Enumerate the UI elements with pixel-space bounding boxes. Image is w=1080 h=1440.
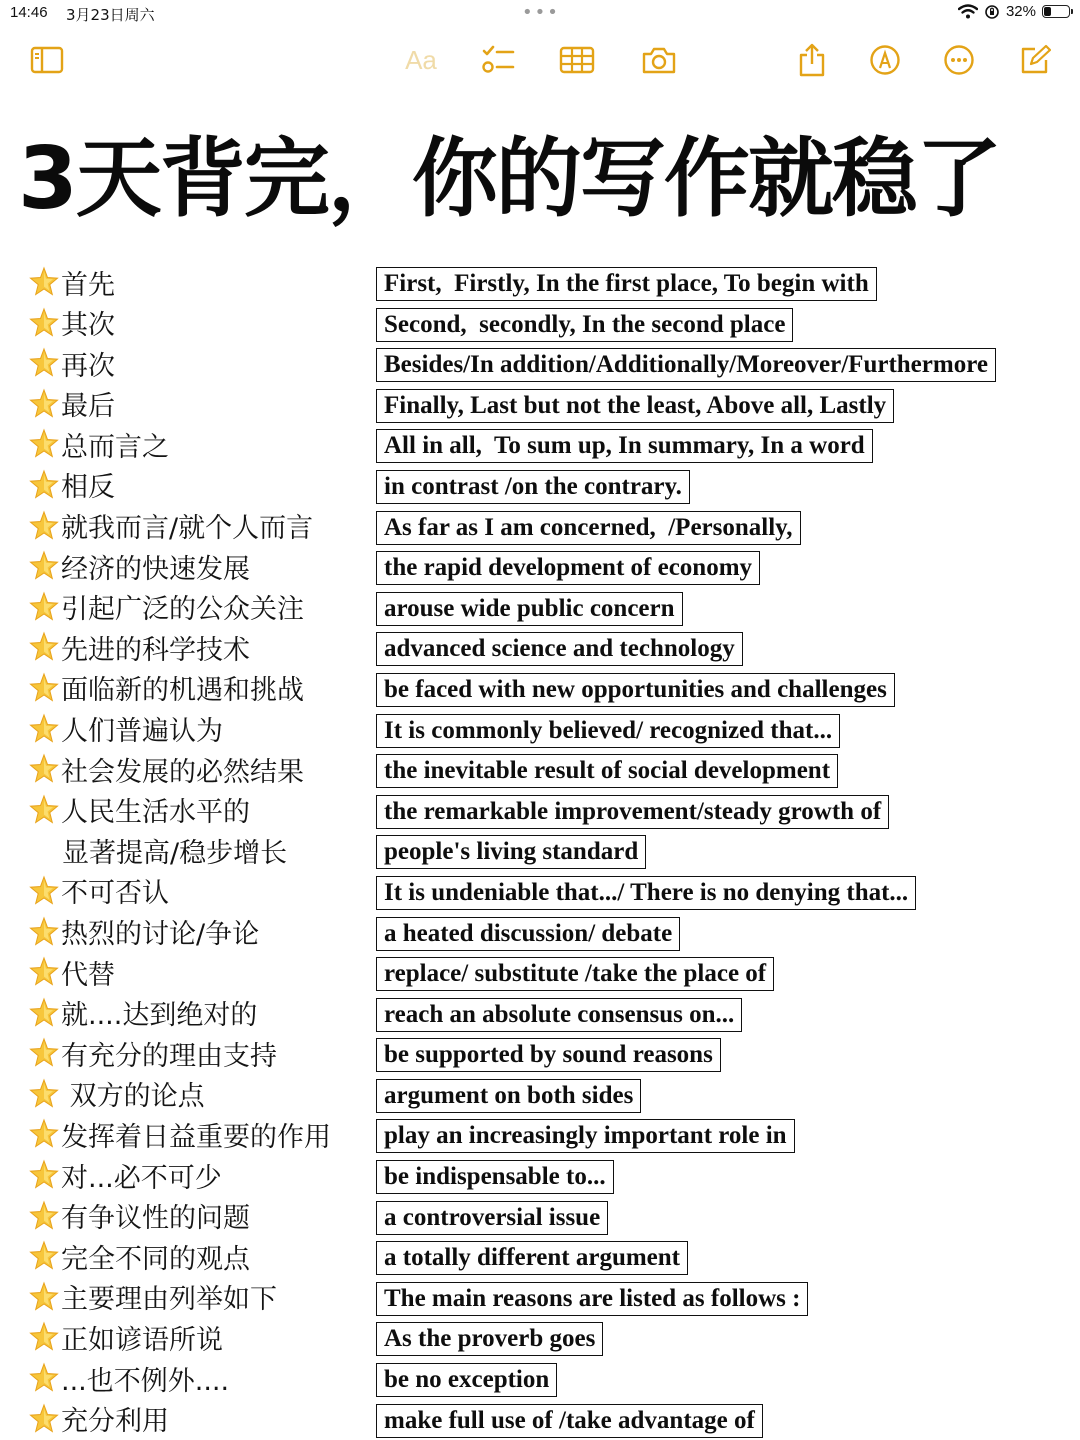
english-phrase-box: As far as I am concerned, /Personally,: [376, 511, 801, 545]
list-item: [0, 262, 1080, 303]
star-icon: [28, 1362, 60, 1394]
english-phrase-box: As the proverb goes: [376, 1322, 603, 1356]
chinese-phrase-text: 其次: [61, 310, 115, 342]
list-item: [0, 343, 1080, 384]
star-icon: [28, 1281, 60, 1313]
list-item: [0, 871, 1080, 912]
star-icon: [28, 1321, 60, 1353]
list-item: [0, 1399, 1080, 1440]
chinese-phrase-text: 不可否认: [61, 878, 169, 910]
list-item: [0, 627, 1080, 668]
list-item: [0, 424, 1080, 465]
status-time: 14:46: [10, 4, 48, 21]
chinese-phrase-text: ...也不例外....: [61, 1365, 230, 1397]
list-item: [0, 1114, 1080, 1155]
chinese-phrase: [28, 303, 115, 343]
chinese-phrase-text: 双方的论点: [61, 1081, 205, 1113]
english-phrase-box: be no exception: [376, 1363, 557, 1397]
chinese-phrase-text: 主要理由列举如下: [61, 1284, 277, 1316]
chinese-phrase: [28, 1196, 250, 1236]
chinese-phrase-text: 完全不同的观点: [61, 1243, 250, 1275]
star-icon: [28, 1240, 60, 1272]
chinese-phrase-text: 再次: [61, 350, 115, 382]
chinese-phrase-text: 显著提高/稳步增长: [62, 837, 288, 869]
orientation-lock-icon: [984, 4, 1000, 20]
status-right: [958, 3, 1070, 20]
chinese-phrase: [28, 668, 304, 708]
chinese-phrase: [28, 424, 169, 464]
star-icon: [28, 1403, 60, 1435]
battery-icon: [1042, 5, 1070, 18]
chinese-phrase: [28, 993, 257, 1033]
chinese-phrase-text: 就我而言/就个人而言: [61, 513, 314, 545]
status-date: 3月23日周六: [66, 6, 155, 24]
more-icon[interactable]: [942, 40, 976, 80]
list-item: [0, 303, 1080, 344]
chinese-phrase-text: 对...必不可少: [61, 1162, 222, 1194]
star-icon: [28, 672, 60, 704]
chinese-phrase-text: 引起广泛的公众关注: [61, 594, 304, 626]
multitasking-dots-icon[interactable]: •••: [522, 2, 560, 23]
chinese-phrase: [28, 343, 115, 383]
list-item: [0, 709, 1080, 750]
chinese-phrase: [28, 871, 169, 911]
list-item: [0, 1317, 1080, 1358]
english-phrase-box: a controversial issue: [376, 1201, 608, 1235]
english-phrase-box: reach an absolute consensus on...: [376, 998, 742, 1032]
english-phrase-box: the rapid development of economy: [376, 551, 760, 585]
list-item: [0, 1155, 1080, 1196]
list-item: [0, 384, 1080, 425]
chinese-phrase-text: 首先: [61, 269, 115, 301]
list-item: [0, 1236, 1080, 1277]
list-item: [0, 830, 1080, 871]
english-phrase-box: argument on both sides: [376, 1079, 641, 1113]
english-phrase-box: a totally different argument: [376, 1241, 688, 1275]
chinese-phrase: [28, 1074, 205, 1114]
english-phrase-box: people's living standard: [376, 835, 646, 869]
chinese-phrase-text: 社会发展的必然结果: [61, 756, 304, 788]
star-icon: [28, 916, 60, 948]
english-phrase-box: a heated discussion/ debate: [376, 917, 680, 951]
star-icon: [28, 713, 60, 745]
chinese-phrase: [28, 1236, 250, 1276]
star-icon: [28, 510, 60, 542]
star-icon: [28, 428, 60, 460]
chinese-phrase: [28, 912, 259, 952]
chinese-phrase: [28, 1114, 331, 1154]
star-icon: [28, 469, 60, 501]
star-icon: [28, 1037, 60, 1069]
chinese-phrase-text: 代替: [61, 959, 115, 991]
list-item: [0, 749, 1080, 790]
sidebar-icon[interactable]: [28, 40, 66, 80]
english-phrase-box: advanced science and technology: [376, 632, 743, 666]
english-phrase-box: arouse wide public concern: [376, 592, 683, 626]
chinese-phrase: [28, 709, 223, 749]
list-item: [0, 546, 1080, 587]
battery-percent: 32%: [1005, 3, 1036, 20]
star-icon: [28, 591, 60, 623]
chinese-phrase-text: 发挥着日益重要的作用: [61, 1121, 331, 1153]
chinese-phrase-text: 有充分的理由支持: [61, 1040, 277, 1072]
chinese-phrase: [28, 1317, 223, 1357]
compose-icon[interactable]: [1018, 40, 1052, 80]
chinese-phrase-text: 经济的快速发展: [61, 553, 250, 585]
star-icon: [28, 388, 60, 420]
list-item: [0, 465, 1080, 506]
chinese-phrase: [28, 262, 115, 302]
english-phrase-box: make full use of /take advantage of: [376, 1404, 763, 1438]
list-item: [0, 1358, 1080, 1399]
star-icon: [28, 875, 60, 907]
chinese-phrase: [62, 830, 287, 870]
chinese-phrase-text: 先进的科学技术: [61, 634, 250, 666]
chinese-phrase-text: 充分利用: [61, 1406, 169, 1438]
chinese-phrase: [28, 546, 250, 586]
english-phrase-box: Besides/In addition/Additionally/Moreover/Furthermore: [376, 348, 996, 382]
chinese-phrase-text: 最后: [61, 391, 115, 423]
chinese-phrase: [28, 952, 115, 992]
star-icon: [28, 1159, 60, 1191]
star-icon: [28, 550, 60, 582]
english-phrase-box: Second, secondly, In the second place: [376, 308, 793, 342]
list-item: [0, 587, 1080, 628]
chinese-phrase-text: 相反: [61, 472, 115, 504]
chinese-phrase: [28, 790, 250, 830]
star-icon: [28, 956, 60, 988]
english-phrase-box: First, Firstly, In the first place, To begin with: [376, 267, 877, 301]
phrase-list: [0, 262, 1080, 1439]
chinese-phrase: [28, 1033, 277, 1073]
chinese-phrase: [28, 506, 313, 546]
list-item: [0, 790, 1080, 831]
table-icon[interactable]: [558, 40, 596, 80]
chinese-phrase-text: 人民生活水平的: [61, 797, 250, 829]
wifi-icon: [958, 4, 978, 19]
chinese-phrase: [28, 749, 304, 789]
english-phrase-box: be indispensable to...: [376, 1160, 614, 1194]
chinese-phrase-text: 面临新的机遇和挑战: [61, 675, 304, 707]
chinese-phrase: [28, 1358, 229, 1398]
star-icon: [28, 1118, 60, 1150]
english-phrase-box: the inevitable result of social development: [376, 754, 838, 788]
camera-icon[interactable]: [640, 40, 678, 80]
english-phrase-box: Finally, Last but not the least, Above all, Lastly: [376, 389, 894, 423]
english-phrase-box: It is undeniable that.../ There is no denying that...: [376, 876, 916, 910]
star-icon: [28, 1078, 60, 1110]
chinese-phrase-text: 总而言之: [61, 431, 169, 463]
chinese-phrase-text: 有争议性的问题: [61, 1203, 250, 1235]
english-phrase-box: play an increasingly important role in: [376, 1119, 795, 1153]
list-item: [0, 506, 1080, 547]
english-phrase-box: the remarkable improvement/steady growth of: [376, 795, 889, 829]
english-phrase-box: All in all, To sum up, In summary, In a word: [376, 429, 873, 463]
list-item: [0, 1074, 1080, 1115]
page-title: 3天背完，你的写作就稳了: [18, 129, 1000, 229]
english-phrase-box: be supported by sound reasons: [376, 1038, 721, 1072]
star-icon: [28, 307, 60, 339]
chinese-phrase-text: 正如谚语所说: [61, 1324, 223, 1356]
checklist-icon[interactable]: [480, 40, 516, 80]
list-item: [0, 1033, 1080, 1074]
list-item: [0, 1196, 1080, 1237]
english-phrase-box: be faced with new opportunities and challenges: [376, 673, 895, 707]
list-item: [0, 993, 1080, 1034]
notes-toolbar: [0, 40, 1080, 84]
star-icon: [28, 266, 60, 298]
list-item: [0, 668, 1080, 709]
english-phrase-box: in contrast /on the contrary.: [376, 470, 690, 504]
chinese-phrase: [28, 465, 115, 505]
chinese-phrase: [28, 627, 250, 667]
star-icon: [28, 1200, 60, 1232]
format-text-icon[interactable]: Aa: [405, 44, 437, 75]
star-icon: [28, 753, 60, 785]
list-item: [0, 912, 1080, 953]
chinese-phrase: [28, 587, 304, 627]
chinese-phrase: [28, 1399, 169, 1439]
chinese-phrase-text: 就....达到绝对的: [61, 1000, 258, 1032]
chinese-phrase: [28, 384, 115, 424]
star-icon: [28, 631, 60, 663]
markup-pen-icon[interactable]: [868, 40, 902, 80]
star-icon: [28, 794, 60, 826]
chinese-phrase-text: 人们普遍认为: [61, 716, 223, 748]
chinese-phrase-text: 热烈的讨论/争论: [61, 919, 260, 950]
star-icon: [28, 347, 60, 379]
list-item: [0, 1277, 1080, 1318]
english-phrase-box: It is commonly believed/ recognized that...: [376, 714, 840, 748]
chinese-phrase: [28, 1155, 222, 1195]
star-icon: [28, 997, 60, 1029]
english-phrase-box: The main reasons are listed as follows :: [376, 1282, 808, 1316]
list-item: [0, 952, 1080, 993]
status-bar: [0, 0, 1080, 28]
english-phrase-box: replace/ substitute /take the place of: [376, 957, 774, 991]
chinese-phrase: [28, 1277, 277, 1317]
share-icon[interactable]: [796, 40, 828, 80]
